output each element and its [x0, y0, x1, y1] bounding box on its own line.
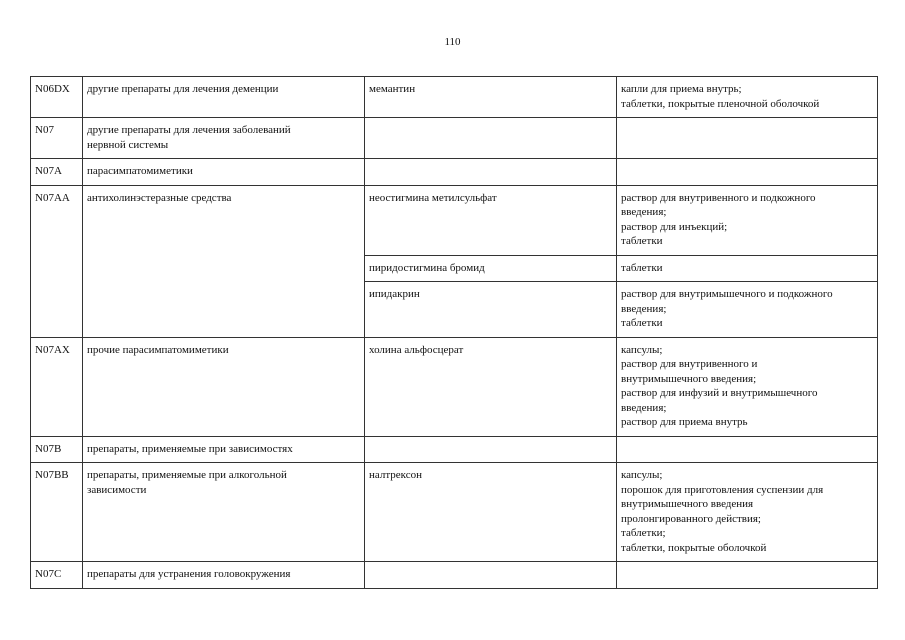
atc-group-cell: антихолинэстеразные средства: [83, 185, 365, 337]
table-row: [31, 77, 878, 118]
page-number: 110: [444, 36, 461, 48]
dosage-forms-cell: [617, 118, 878, 159]
atc-code-cell: N07C: [31, 562, 83, 589]
atc-code-cell: N07AX: [31, 337, 83, 436]
dosage-forms-cell: [617, 562, 878, 589]
atc-group-cell: препараты для устранения головокружения: [83, 562, 365, 589]
atc-group-cell: препараты, применяемые при алкогольной зависимости: [83, 463, 365, 562]
atc-code-cell: N07A: [31, 159, 83, 186]
drug-name-cell: [365, 562, 617, 589]
atc-code-cell: N07: [31, 118, 83, 159]
drug-name-cell: пиридостигмина бромид: [365, 255, 617, 282]
drug-name-cell: неостигмина метилсульфат: [365, 185, 617, 255]
drug-name-cell: [365, 159, 617, 186]
drug-table: [30, 76, 878, 589]
drug-name-cell: ипидакрин: [365, 282, 617, 338]
drug-name-cell: холина альфосцерат: [365, 337, 617, 436]
table-row: [31, 463, 878, 562]
drug-name-cell: [365, 118, 617, 159]
table-row: [31, 562, 878, 589]
drug-name-cell: мемантин: [365, 77, 617, 118]
atc-code-cell: N07AA: [31, 185, 83, 337]
drug-name-cell: [365, 436, 617, 463]
dosage-forms-cell: капсулы; раствор для внутривенного и внутримышечного введения; раствор для инфузий и внутримышечного введения; раствор для приема внутрь: [617, 337, 878, 436]
atc-code-cell: N06DX: [31, 77, 83, 118]
dosage-forms-cell: [617, 436, 878, 463]
atc-code-cell: N07BB: [31, 463, 83, 562]
table-row: [31, 436, 878, 463]
dosage-forms-cell: капсулы; порошок для приготовления суспензии для внутримышечного введения пролонгированного действия; таблетки; таблетки, покрытые оболочкой: [617, 463, 878, 562]
dosage-forms-cell: раствор для внутримышечного и подкожного введения; таблетки: [617, 282, 878, 338]
dosage-forms-cell: раствор для внутривенного и подкожного введения; раствор для инъекций; таблетки: [617, 185, 878, 255]
atc-group-cell: препараты, применяемые при зависимостях: [83, 436, 365, 463]
atc-group-cell: другие препараты для лечения заболеваний нервной системы: [83, 118, 365, 159]
table-row: [31, 118, 878, 159]
table-row: [31, 337, 878, 436]
atc-group-cell: прочие парасимпатомиметики: [83, 337, 365, 436]
atc-code-cell: N07B: [31, 436, 83, 463]
dosage-forms-cell: таблетки: [617, 255, 878, 282]
table-row: [31, 185, 878, 255]
dosage-forms-cell: капли для приема внутрь; таблетки, покрытые пленочной оболочкой: [617, 77, 878, 118]
table-row: [31, 159, 878, 186]
dosage-forms-cell: [617, 159, 878, 186]
atc-group-cell: парасимпатомиметики: [83, 159, 365, 186]
atc-group-cell: другие препараты для лечения деменции: [83, 77, 365, 118]
drug-name-cell: налтрексон: [365, 463, 617, 562]
